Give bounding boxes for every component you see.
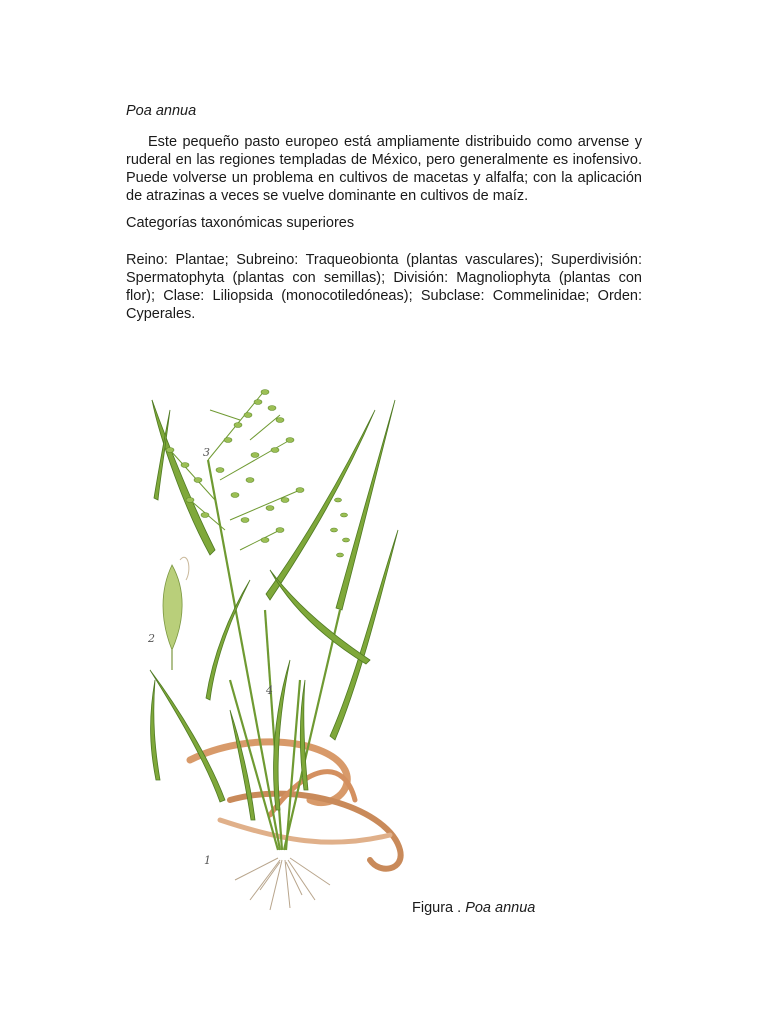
- figure-label-1: 1: [204, 854, 211, 867]
- figure-label-2: 2: [148, 632, 155, 645]
- poa-annua-drawing: [130, 380, 420, 920]
- figure-label-4: 4: [266, 684, 273, 697]
- dry-leaf: [220, 820, 390, 842]
- caption-species: Poa annua: [465, 900, 536, 916]
- figure-label-3: 3: [203, 446, 210, 459]
- plant-illustration: [130, 380, 420, 920]
- page-title: Poa annua: [126, 103, 197, 119]
- caption-prefix: Figura .: [412, 900, 466, 916]
- panicle: [166, 390, 350, 558]
- roots: [235, 858, 330, 910]
- section-heading: Categorías taxonómicas superiores: [126, 215, 355, 231]
- intro-paragraph: Este pequeño pasto europeo está ampliamente distribuido como arvense y ruderal en las regiones templadas de México, pero generalmente es inofensivo. Puede volverse un problema en cultivos de macetas y alfalfa; con la aplicación de atrazinas a veces se vuelve dominante en cultivos de maíz.: [126, 134, 642, 204]
- figure-caption: [412, 900, 535, 916]
- taxonomy-paragraph: Reino: Plantae; Subreino: Traqueobionta (plantas vasculares); Superdivisión: Spermatophyta (plantas con semillas); División: Magnoliophyta (plantas con flor); Clase: Liliopsida (monocotiledóneas); Subclase: Commelinidae; Orden: Cyperales.: [126, 252, 642, 322]
- spikelet-detail: [163, 557, 189, 670]
